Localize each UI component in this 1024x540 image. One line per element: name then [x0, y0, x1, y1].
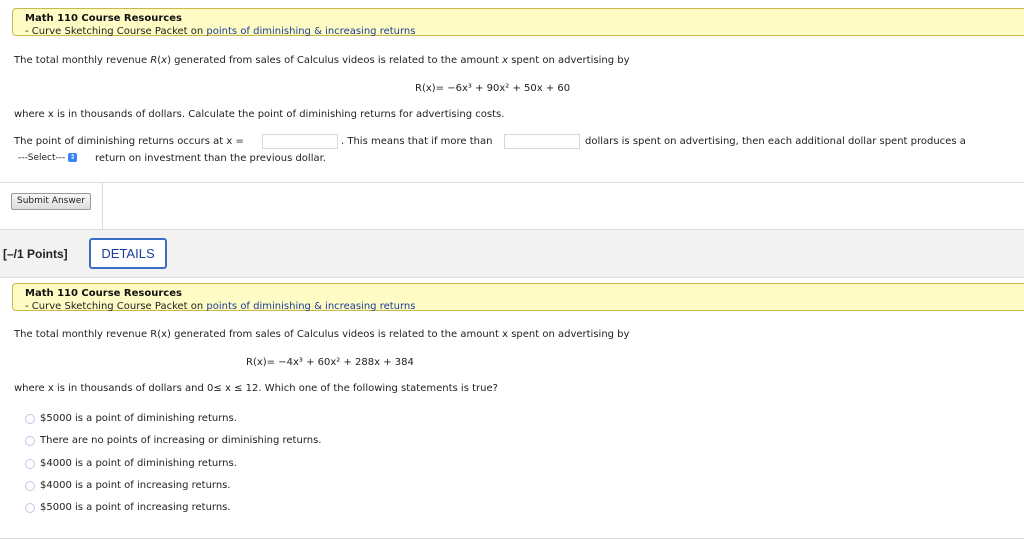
answer-1-suffix: dollars is spent on advertising, then each additional dollar spent produces a — [585, 136, 966, 147]
submit-area — [0, 182, 1024, 230]
select-arrows-icon: ⇕ — [69, 153, 76, 161]
bottom-divider — [0, 538, 1024, 539]
course-resources-box-2 — [12, 283, 1024, 311]
question-1-where: where x is in thousands of dollars. Calculate the point of diminishing returns for advertising costs. — [14, 109, 505, 120]
option-radio[interactable] — [25, 436, 35, 446]
option-label[interactable]: $4000 is a point of increasing returns. — [40, 480, 231, 491]
answer-1-end: return on investment than the previous dollar. — [95, 153, 326, 164]
question-1-formula: R(x)= −6x³ + 90x² + 50x + 60 — [415, 83, 571, 94]
course-subtitle-prefix: - Curve Sketching Course Packet on — [25, 26, 207, 37]
question-2-intro: The total monthly revenue R(x) generated from sales of Calculus videos is related to the amount x spent on advertising by — [14, 329, 630, 340]
option-label[interactable]: There are no points of increasing or diminishing returns. — [40, 435, 322, 446]
course-subtitle-prefix: - Curve Sketching Course Packet on — [25, 301, 207, 312]
course-packet-link[interactable]: points of diminishing & increasing returns — [206, 301, 416, 312]
dollars-input[interactable] — [504, 134, 580, 149]
option-radio[interactable] — [25, 503, 35, 513]
course-subtitle — [25, 300, 1024, 313]
option-radio[interactable] — [25, 414, 35, 424]
points-label: [–/1 Points] — [3, 247, 68, 261]
question-header-bar — [0, 230, 1024, 278]
question-1-intro: The total monthly revenue R(x) generated from sales of Calculus videos is related to the amount x spent on advertising by — [14, 55, 630, 66]
submit-cell — [0, 183, 103, 229]
diminishing-point-input[interactable] — [262, 134, 338, 149]
details-button[interactable]: DETAILS — [89, 238, 167, 269]
option-radio[interactable] — [25, 481, 35, 491]
question-2-formula: R(x)= −4x³ + 60x² + 288x + 384 — [246, 357, 414, 368]
option-label[interactable]: $5000 is a point of diminishing returns. — [40, 413, 237, 424]
option-label[interactable]: $5000 is a point of increasing returns. — [40, 502, 231, 513]
answer-1-mid: . This means that if more than — [341, 136, 493, 147]
course-packet-link[interactable]: points of diminishing & increasing returns — [206, 26, 416, 37]
course-subtitle — [25, 25, 1024, 38]
question-2-where: where x is in thousands of dollars and 0≤ x ≤ 12. Which one of the following statements is true? — [14, 383, 498, 394]
course-title: Math 110 Course Resources — [25, 13, 182, 24]
select-value: ---Select--- — [18, 153, 66, 163]
answer-1-prefix: The point of diminishing returns occurs at x = — [14, 136, 244, 147]
return-type-select[interactable] — [18, 153, 77, 163]
submit-answer-button[interactable]: Submit Answer — [11, 193, 91, 210]
option-label[interactable]: $4000 is a point of diminishing returns. — [40, 458, 237, 469]
option-radio[interactable] — [25, 459, 35, 469]
course-title: Math 110 Course Resources — [25, 288, 182, 299]
course-resources-box-1 — [12, 8, 1024, 36]
